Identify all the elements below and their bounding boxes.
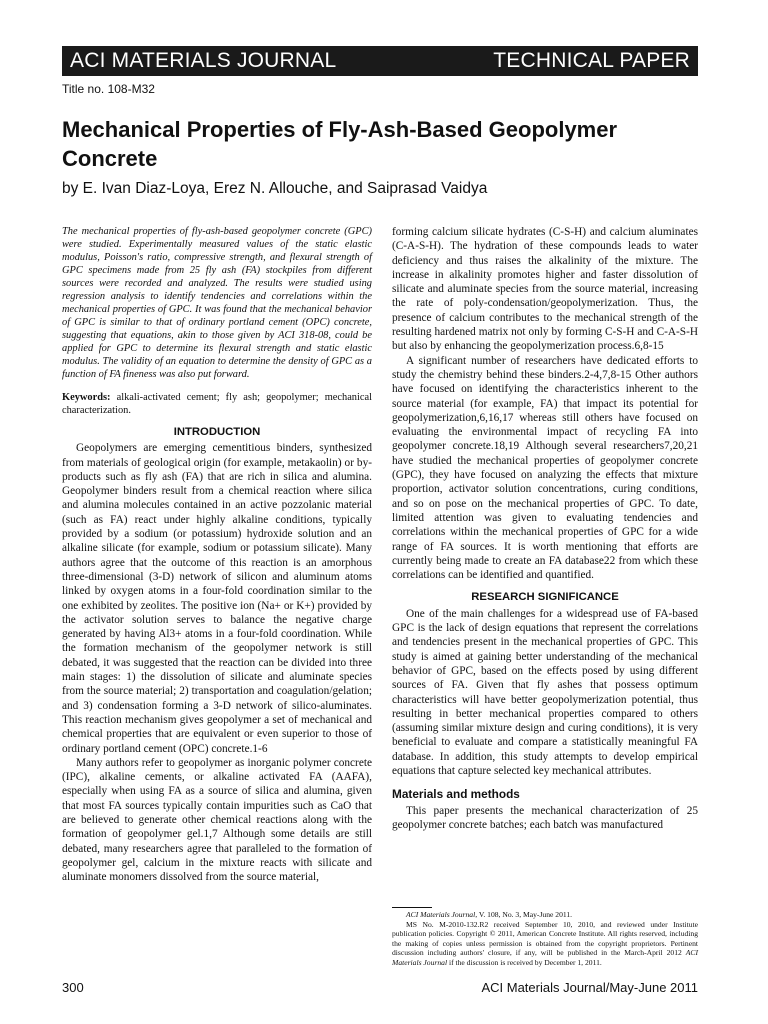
materials-methods-heading: Materials and methods	[392, 787, 520, 802]
footnote-line-1	[392, 910, 698, 920]
intro-paragraph-2: Many authors refer to geopolymer as inorganic polymer concrete (IPC), alkaline cements, or alkaline activated FA (AAFA), especially when using FA as a source of silica and alumina, given that most FA sources typically contain impurities such as CaO that are believed to generate other chemical reactions along with the formation of geopolymer gel.1,7 Although some details are still debated, many researchers agree that paralleled to the formation of geopolymer gel, calcium in the mixture reacts with silicate and aluminate monomers dissolved from the source material,	[62, 756, 372, 884]
journal-name: ACI MATERIALS JOURNAL	[70, 49, 337, 72]
journal-footer: ACI Materials Journal/May-June 2011	[481, 980, 698, 995]
footnote-rule	[392, 907, 432, 908]
paper-title: Mechanical Properties of Fly-Ash-Based Geopolymer Concrete	[62, 117, 618, 171]
research-significance-paragraph: One of the main challenges for a widespread use of FA-based GPC is the lack of design equations that represent the correlations and tendencies present in the mechanical properties of GPC. This study is aimed at gaining better understanding of the mechanical behavior of GPC, based on the effects posed by using different sources of FA. Given that fly ashes that possess optimum characteristics will have better geopolymerization potential, thus resulting in better mechanical properties compared to others (assuming similar mixture design and curing conditions), it is very beneficial to evaluate and compare a statistically meaningful FA database. In addition, this study attempts to develop empirical equations that capture selected key mechanical attributes.	[392, 607, 698, 777]
paper-type: TECHNICAL PAPER	[493, 49, 690, 72]
keywords-text: alkali-activated cement; fly ash; geopolymer; mechanical characterization.	[62, 392, 373, 416]
title-number: Title no. 108-M32	[62, 82, 155, 96]
author-line: by E. Ivan Diaz-Loya, Erez N. Allouche, and Saiprasad Vaidya	[62, 180, 488, 197]
footnote-journal-2: ACI Materials Journal	[392, 948, 698, 967]
keywords-label: Keywords:	[62, 392, 111, 403]
materials-methods-paragraph: This paper presents the mechanical characterization of 25 geopolymer concrete batches; each batch was manufactured	[392, 804, 698, 831]
journal-header-bar	[62, 46, 698, 76]
research-significance-heading: RESEARCH SIGNIFICANCE	[471, 591, 619, 604]
footnote-deadline: if the discussion is received by December 1, 2011.	[447, 957, 602, 967]
intro-paragraph-1: Geopolymers are emerging cementitious binders, synthesized from materials of geological origin (for example, metakaolin) or by-products such as fly ash (FA) that are rich in silica and alumina. Geopolymer binders result from a chemical reaction where silica and alumina molecules contained in an active pozzolanic material (such as FA) react under highly alkaline conditions, typically provided by a sodium (or potassium) hydroxide solution and an alkaline silicate (for example, sodium or potassium silicate). Many authors agree that the outcome of this reaction is an amorphous three-dimensional (3-D) network of silicon and aluminum atoms linked by oxygen atoms in a four-fold coordination similar to the one exhibited by zeolites. The positive ion (Na+ or K+) provided by the activator solution serves to balance the negative charge generated by having Al3+ atoms in a four-fold coordination. While the formation mechanism of the geopolymer network is still debated, it was suggested that the reaction can be divided into three main stages: 1) the dissolution of silicate and aluminate species from the source material; 2) transportation and coagulation/gelation; and 3) condensation forming a 3-D network of silico-aluminates. This reaction mechanism gives geopolymer a set of mechanical and chemical properties that are equivalent or even superior to those of ordinary portland cement (OPC) concrete.1-6	[62, 442, 372, 755]
page-number: 300	[62, 980, 84, 995]
footnote-line-2	[392, 920, 698, 968]
footnote-journal: ACI Materials Journal	[406, 910, 476, 919]
footnote	[392, 910, 698, 968]
keywords	[62, 391, 372, 417]
abstract: The mechanical properties of fly-ash-based geopolymer concrete (GPC) were studied. Experimentally measured values of the static elastic modulus, Poisson's ratio, compressive strength, and flexural strength of GPC specimens made from 25 fly ash (FA) stockpiles from different sources were recorded and analyzed. The results were studied using regression analysis to identify tendencies and correlations within the mechanical properties of GPC. It was found that the mechanical behavior of GPC is similar to that of ordinary portland cement (OPC) concrete, suggesting that equations, akin to those given by ACI 318-08, could be applied for GPC to determine its flexural strength and static elastic modulus. The validity of an equation to determine the density of GPC as a function of FA fineness was also put forward.	[62, 226, 372, 380]
introduction-heading: INTRODUCTION	[173, 426, 261, 438]
right-column	[392, 225, 698, 832]
intro-paragraph-4: A significant number of researchers have dedicated efforts to study the chemistry behind these binders.2-4,7,8-15 Other authors have focused on identifying the characteristics inherent to the source material (for example, FA) that impact its potential for geopolymerization,6,16,17 whereas still others have focused on evaluating the environmental impact of recycling FA into geopolymer concrete.18,19 Although several researchers7,20,21 have studied the mechanical properties of geopolymer concrete (GPC), they have focused on analyzing the effects that mixture proportion, activator solution concentrations, curing conditions, and so on pose on the mechanical properties of GPC. To date, limited attention was given to evaluating tendencies and correlations within the mechanical properties of GPC for a wide range of FA sources. It is worth mentioning that efforts are currently being made to create an FA database22 from which these correlations can be identified and quantified.	[392, 354, 698, 582]
footnote-ms: MS No. M-2010-132.R2 received September 10, 2010, and reviewed under Institute publication policies. Copyright © 2011, American Concrete Institute. All rights reserved, including the making of copies unless permission is obtained from the copyright proprietors. Pertinent discussion including authors' closure, if any, will be published in the March-April 2012	[392, 919, 698, 958]
left-column	[62, 225, 372, 885]
footnote-volume: , V. 108, No. 3, May-June 2011.	[475, 910, 573, 919]
intro-paragraph-3: forming calcium silicate hydrates (C-S-H) and calcium aluminates (C-A-S-H). The hydration of these compounds leads to water deficiency and thus raises the alkalinity of the mixture. The increase in alkalinity promotes higher and faster dissolution of silicate and aluminate species from the source material, increasing the rate of poly-condensation/geopolymerization. Thus, the presence of calcium contributes to the mechanical strength of the resulting hardened matrix not only by forming C-S-H and C-A-S-H but also by enhancing the geopolymerization process.6,8-15	[392, 226, 698, 353]
